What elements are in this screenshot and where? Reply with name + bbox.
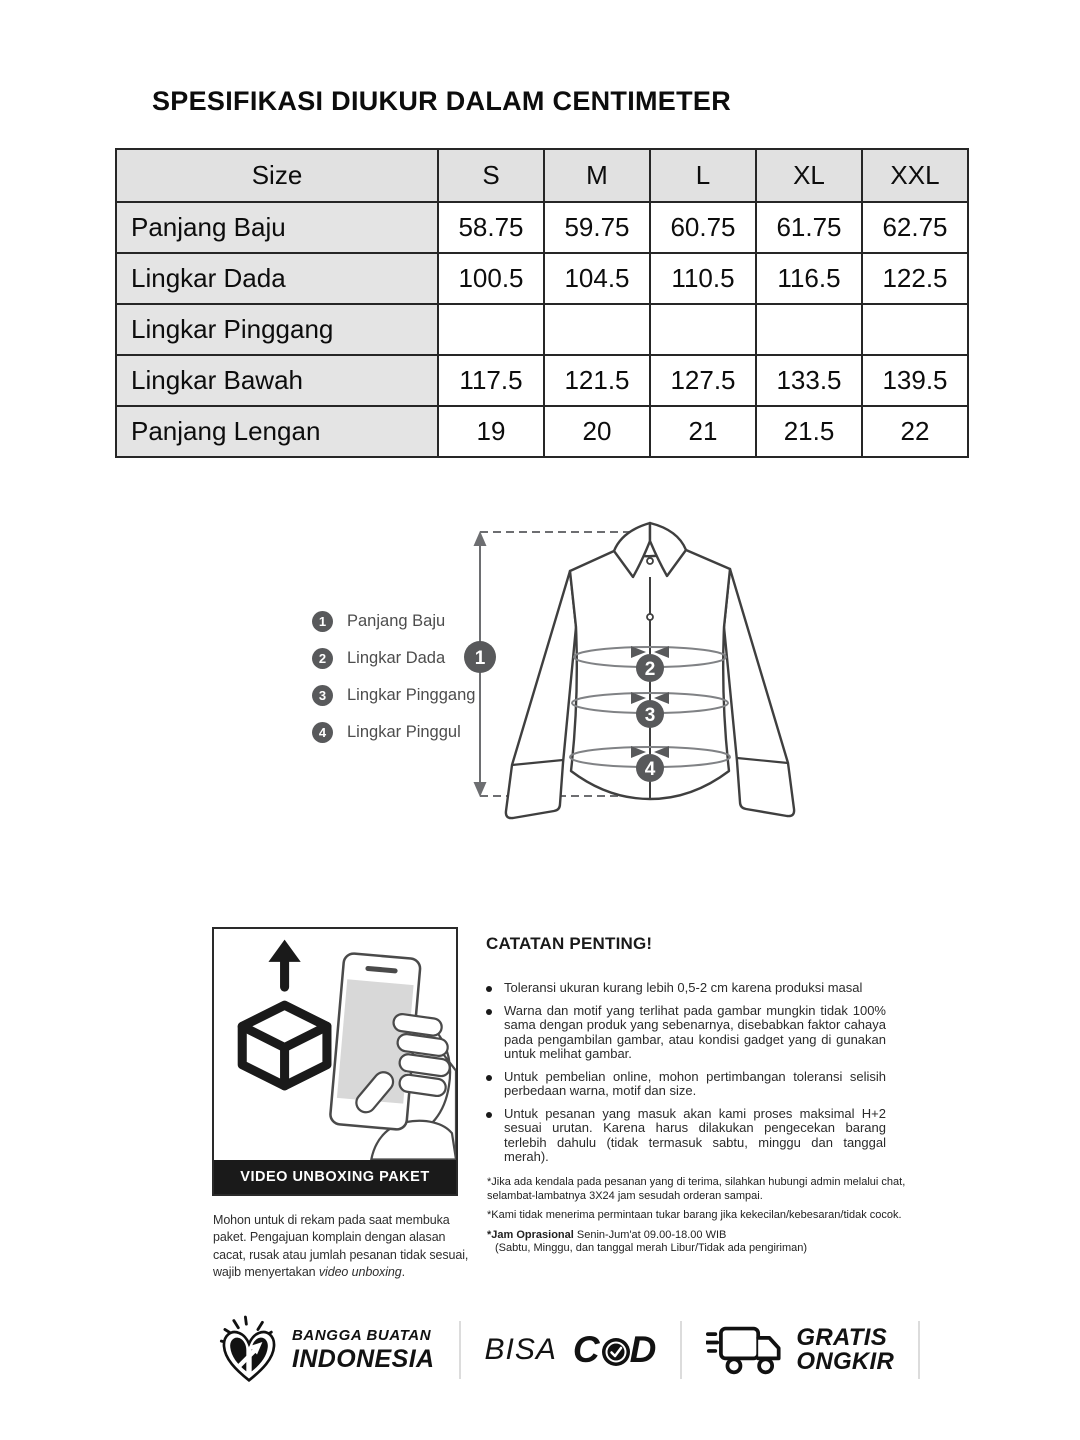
unboxing-illustration bbox=[214, 929, 456, 1160]
size-table bbox=[115, 148, 969, 458]
size-table-header-s: S bbox=[438, 149, 544, 202]
cell-value: 104.5 bbox=[544, 253, 650, 304]
package-box-icon bbox=[242, 956, 327, 1086]
note-item bbox=[486, 981, 886, 996]
size-table-header-l: L bbox=[650, 149, 756, 202]
size-table-header-size: Size bbox=[116, 149, 438, 202]
bullet-icon bbox=[486, 986, 492, 992]
legend-label: Lingkar Pinggang bbox=[347, 686, 476, 704]
marker-2-label: 2 bbox=[644, 659, 656, 680]
cell-value: 121.5 bbox=[544, 355, 650, 406]
cell-value: 21 bbox=[650, 406, 756, 457]
table-row bbox=[116, 406, 968, 457]
cod-letter-d: D bbox=[629, 1329, 657, 1370]
important-notes-section bbox=[486, 934, 886, 1173]
cell-value: 100.5 bbox=[438, 253, 544, 304]
badge-divider bbox=[459, 1321, 461, 1379]
row-label: Lingkar Bawah bbox=[116, 355, 438, 406]
number-1-icon: 1 bbox=[312, 611, 333, 632]
cell-value bbox=[862, 304, 968, 355]
footnotes bbox=[487, 1176, 919, 1256]
up-arrow-icon bbox=[268, 940, 300, 962]
cell-value: 59.75 bbox=[544, 202, 650, 253]
unboxing-banner: VIDEO UNBOXING PAKET bbox=[214, 1160, 456, 1194]
cell-value bbox=[650, 304, 756, 355]
bbi-heart-icon bbox=[216, 1313, 282, 1387]
badge-divider bbox=[918, 1321, 920, 1379]
row-label: Panjang Lengan bbox=[116, 406, 438, 457]
marker-4-label: 4 bbox=[644, 759, 656, 780]
gratis-ongkir-badge bbox=[706, 1320, 894, 1380]
cell-value: 117.5 bbox=[438, 355, 544, 406]
row-label: Lingkar Pinggang bbox=[116, 304, 438, 355]
bbi-line2: INDONESIA bbox=[292, 1344, 435, 1373]
note-text: Warna dan motif yang terlihat pada gambar mungkin tidak 100% sama dengan produk yang sebenarnya, disebabkan faktor cahaya pada pengambilan gambar, atau kondisi gadget yang di gunakan untuk melihat gambar. bbox=[504, 1002, 886, 1061]
table-row bbox=[116, 202, 968, 253]
cod-word bbox=[573, 1329, 656, 1371]
cell-value: 122.5 bbox=[862, 253, 968, 304]
gratis-line2: ONGKIR bbox=[796, 1348, 895, 1375]
notes-list bbox=[486, 981, 886, 1165]
table-row bbox=[116, 253, 968, 304]
row-label: Panjang Baju bbox=[116, 202, 438, 253]
footnote-opening-hours-sub: (Sabtu, Minggu, dan tanggal merah Libur/Tidak ada pengiriman) bbox=[495, 1242, 808, 1254]
row-label: Lingkar Dada bbox=[116, 253, 438, 304]
legend-label: Lingkar Dada bbox=[347, 649, 446, 667]
cell-value: 20 bbox=[544, 406, 650, 457]
gratis-line1: GRATIS bbox=[796, 1324, 888, 1352]
size-table-header-xxl: XXL bbox=[862, 149, 968, 202]
number-2-icon: 2 bbox=[312, 648, 333, 669]
cell-value: 22 bbox=[862, 406, 968, 457]
bbi-line1: BANGGA BUATAN bbox=[292, 1326, 432, 1344]
unboxing-note-text: Mohon untuk di rekam pada saat membuka paket. Pengajuan komplain dengan alasan cacat, rusak atau jumlah pesanan tidak sesuai, wajib menyertakan bbox=[213, 1213, 469, 1279]
footnote: *Kami tidak menerima permintaan tukar barang jika kekecilan/kebesaran/tidak cocok. bbox=[487, 1209, 902, 1221]
opening-hours-label: *Jam Oprasional bbox=[487, 1228, 574, 1241]
bisa-cod-badge bbox=[485, 1329, 657, 1371]
table-row bbox=[116, 355, 968, 406]
footnote: *Jika ada kendala pada pesanan yang di terima, silahkan hubungi admin melalui chat, selambat-lambatnya 3X24 jam sesudah orderan sampai. bbox=[487, 1176, 906, 1202]
cod-letter-c: C bbox=[572, 1329, 600, 1370]
cell-value bbox=[438, 304, 544, 355]
cell-value: 110.5 bbox=[650, 253, 756, 304]
bangga-buatan-indonesia-badge bbox=[216, 1313, 435, 1387]
cell-value: 21.5 bbox=[756, 406, 862, 457]
cod-prefix: BISA bbox=[484, 1333, 557, 1366]
delivery-truck-icon bbox=[706, 1320, 788, 1380]
number-3-icon: 3 bbox=[312, 685, 333, 706]
cell-value: 61.75 bbox=[756, 202, 862, 253]
shirt-measurement-illustration bbox=[440, 505, 860, 875]
note-text: Untuk pesanan yang masuk akan kami proses maksimal H+2 sesuai urutan. Karena harus dilakukan pengecekan barang terlebih dahulu (tidak termasuk sabtu, minggu dan tanggal merah). bbox=[504, 1105, 886, 1164]
video-unboxing-card bbox=[212, 927, 458, 1196]
note-text: Untuk pembelian online, mohon pertimbangan toleransi selisih perbedaan warna, motif dan size. bbox=[504, 1068, 886, 1098]
marker-3-label: 3 bbox=[644, 705, 656, 726]
cell-value: 127.5 bbox=[650, 355, 756, 406]
note-item bbox=[486, 1004, 886, 1062]
badge-strip bbox=[216, 1312, 920, 1388]
opening-hours-value: Senin-Jum'at 09.00-18.00 WIB bbox=[573, 1228, 727, 1241]
notes-heading: CATATAN PENTING! bbox=[486, 934, 653, 953]
size-table-header-m: M bbox=[544, 149, 650, 202]
badge-divider bbox=[680, 1321, 682, 1379]
note-item bbox=[486, 1070, 886, 1099]
cell-value: 58.75 bbox=[438, 202, 544, 253]
marker-1-label: 1 bbox=[474, 648, 486, 669]
legend-label: Panjang Baju bbox=[347, 612, 446, 630]
cell-value: 19 bbox=[438, 406, 544, 457]
bullet-icon bbox=[486, 1009, 492, 1015]
table-row bbox=[116, 304, 968, 355]
cell-value bbox=[756, 304, 862, 355]
footnote-opening-hours bbox=[487, 1229, 919, 1243]
size-table-header-xl: XL bbox=[756, 149, 862, 202]
bullet-icon bbox=[486, 1112, 492, 1118]
size-table-header-row bbox=[116, 149, 968, 202]
number-4-icon: 4 bbox=[312, 722, 333, 743]
cod-check-icon bbox=[601, 1337, 631, 1367]
page-title: SPESIFIKASI DIUKUR DALAM CENTIMETER bbox=[152, 86, 732, 116]
unboxing-note bbox=[213, 1212, 473, 1281]
note-text: Toleransi ukuran kurang lebih 0,5-2 cm karena produksi masal bbox=[504, 980, 863, 995]
cell-value: 60.75 bbox=[650, 202, 756, 253]
cell-value bbox=[544, 304, 650, 355]
legend-label: Lingkar Pinggul bbox=[347, 723, 461, 741]
cell-value: 139.5 bbox=[862, 355, 968, 406]
unboxing-note-italic: video unboxing bbox=[318, 1264, 402, 1279]
note-item bbox=[486, 1107, 886, 1165]
bullet-icon bbox=[486, 1075, 492, 1081]
cell-value: 116.5 bbox=[756, 253, 862, 304]
cell-value: 133.5 bbox=[756, 355, 862, 406]
unboxing-note-period: . bbox=[401, 1264, 405, 1279]
cell-value: 62.75 bbox=[862, 202, 968, 253]
